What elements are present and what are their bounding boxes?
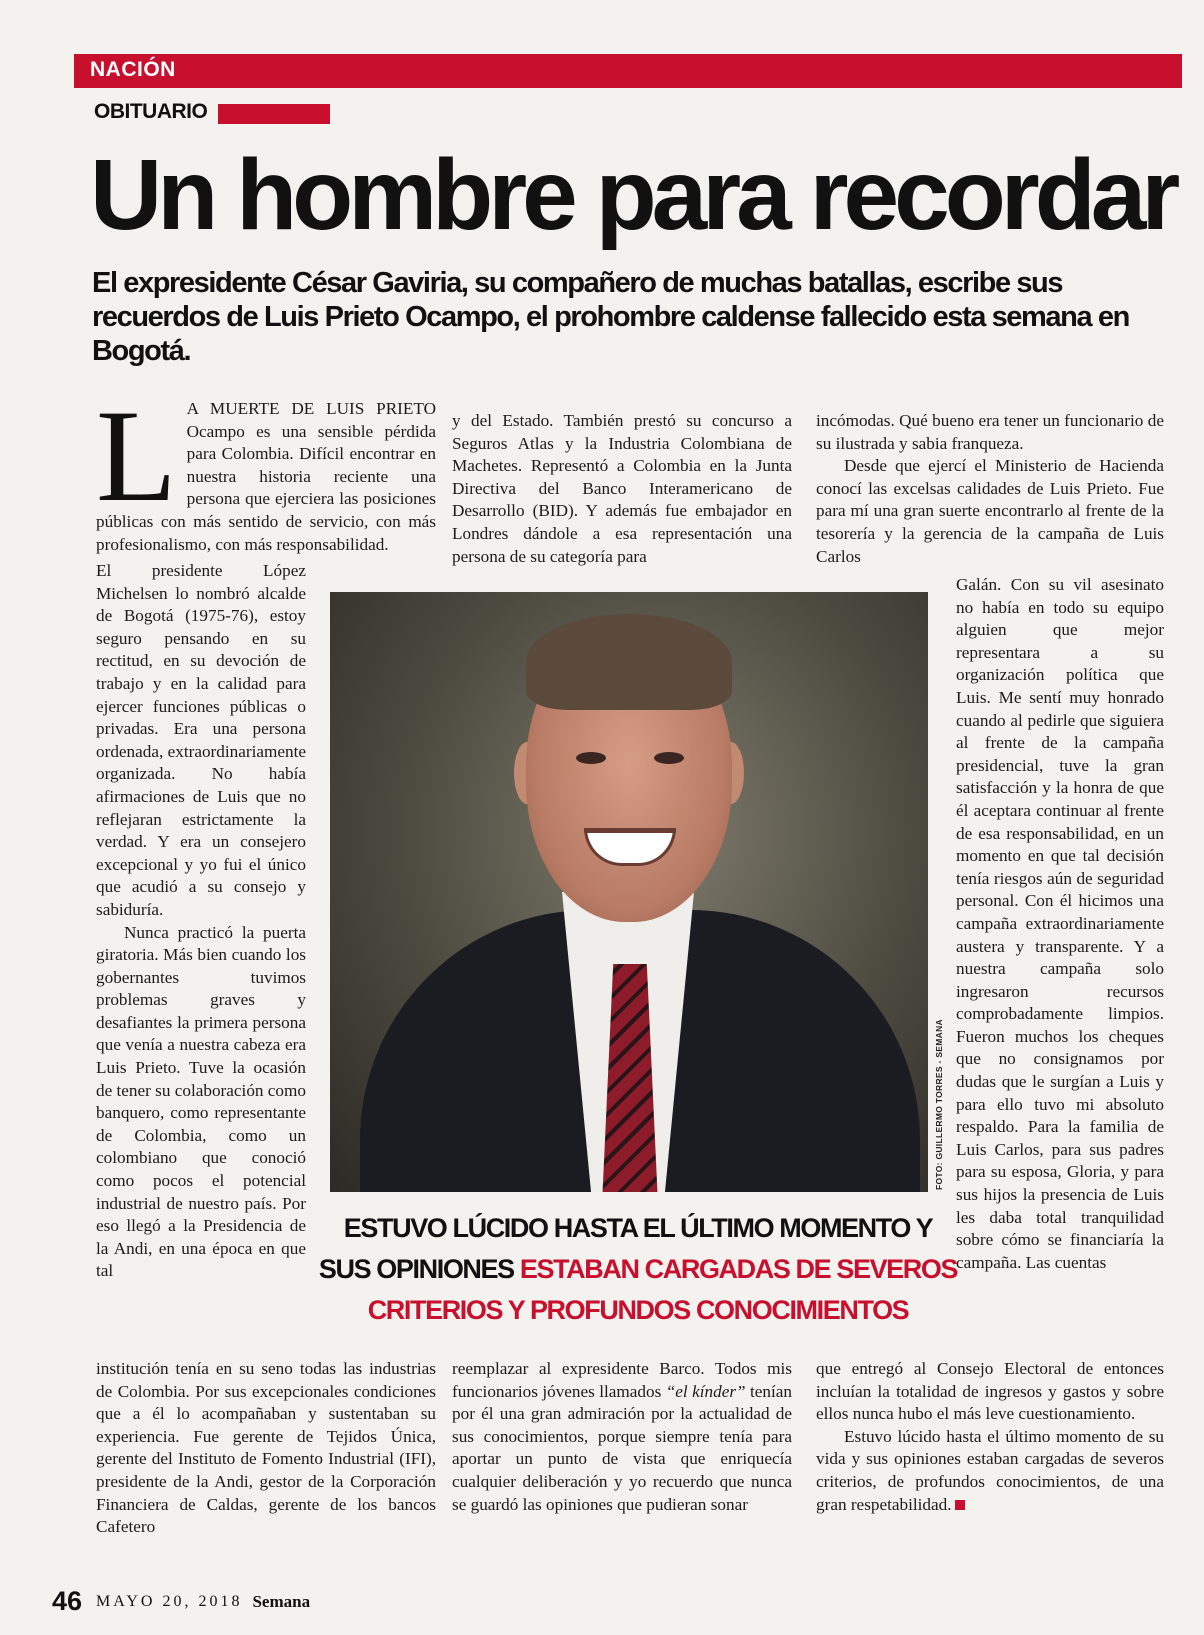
article-column-1-lower (96, 1358, 436, 1539)
text-run: reemplazar al expresidente Barco. Todos mis funcionarios jóvenes llamados (452, 1359, 792, 1401)
pull-quote-red: ESTABAN CARGADAS DE SEVEROS CRITERIOS Y PROFUNDOS CONOCIMIENTOS (367, 1254, 958, 1325)
page-footer (52, 1586, 310, 1617)
article-column-2-bottom (452, 1358, 792, 1516)
paragraph: incómodas. Qué bueno era tener un funcionario de su ilustrada y sabia franqueza. (816, 411, 1164, 453)
section-label: NACIÓN (90, 58, 176, 81)
closing-text: Estuvo lúcido hasta el último momento de su vida y sus opiniones estaban cargadas de severos criterios, de profundos conocimientos, de una gran respetabilidad. (816, 1426, 1164, 1514)
drop-cap: L (96, 382, 177, 529)
paragraph (816, 1426, 1164, 1516)
article-column-2-top (452, 410, 792, 568)
pull-quote (318, 1208, 958, 1331)
page-number: 46 (52, 1586, 83, 1616)
paragraph: Nunca practicó la puerta giratoria. Más bien cuando los gobernantes tuvimos problemas graves y desafiantes la primera persona que venía a nuestra cabeza era Luis Prieto. Tuve la ocasión de tener su colaboración como banquero, como representante de Colombia, como un colombiano que conoció como pocos el potencial industrial de nuestro país. Por eso llegó a la Presidencia de la Andi, en una época en que tal (96, 922, 306, 1281)
article-column-1-narrow (96, 560, 306, 1283)
magazine-name: Semana (252, 1591, 311, 1611)
paragraph: que entregó al Consejo Electoral de entonces incluían la totalidad de ingresos y gastos y sobre ellos nunca hubo el más leve cuestionamiento. (816, 1359, 1164, 1424)
emphasis-text: “el kínder” (665, 1381, 746, 1401)
kicker-accent-bar (218, 104, 330, 124)
paragraph: El presidente López Michelsen lo nombró alcalde de Bogotá (1975-76), estoy seguro pensando en su rectitud, en su devoción de trabajo y en la calidad para ejercer funciones públicas o privadas. Era una persona ordenada, extraordinariamente organizada. No había afirmaciones de Luis que no reflejaran estrictamente la verdad. Y era un consejero excepcional y yo fui el único que acudió a su consejo y sabiduría. (96, 561, 306, 919)
lead-paragraph: A MUERTE DE LUIS PRIETO Ocampo es una sensible pérdida para Colombia. Difícil encontrar en nuestra historia reciente una persona que ejerciera las posiciones públicas con más sentido de servicio, con más profesionalismo, con más responsabilidad. (96, 399, 436, 554)
eye-shape (654, 752, 684, 764)
eye-shape (576, 752, 606, 764)
headline: Un hombre para recordar (90, 139, 1176, 251)
article-column-3-top (816, 410, 1164, 568)
portrait-photo (330, 592, 928, 1192)
end-mark-icon (955, 1500, 965, 1510)
paragraph (452, 1358, 792, 1516)
paragraph: y del Estado. También prestó su concurso a Seguros Atlas y la Industria Colombiana de Machetes. Representó a Colombia en la Junta Directiva del Banco Interamericano de Desarrollo (BID). Y además fue embajador en Londres dándole a esa representación una persona de su categoría para (452, 411, 792, 566)
article-column-3-narrow (956, 574, 1164, 1274)
article-column-3-bottom (816, 1358, 1164, 1516)
paragraph: institución tenía en su seno todas las industrias de Colombia. Por sus excepcionales condiciones que a él lo acompañaban y sustentaban su experiencia. Fue gerente de Tejidos Única, gerente del Instituto de Fomento Industrial (IFI), presidente de la Andi, gestor de la Corporación Financiera de Caldas, gerente de los bancos Cafetero (96, 1359, 436, 1537)
article-column-1-lead (96, 382, 436, 556)
pull-quote-black: ESTUVO LÚCIDO HASTA EL ÚLTIMO MOMENTO Y SUS OPINIONES (318, 1213, 933, 1284)
paragraph: Desde que ejercí el Ministerio de Hacienda conocí las excelsas calidades de Luis Prieto. Fue para mí una gran suerte encontrarlo al frente de la tesorería y la gerencia de la campaña de Luis Carlos (816, 456, 1164, 566)
section-banner (74, 54, 1182, 88)
hair-shape (526, 614, 732, 710)
deck-subtitle: El expresidente César Gaviria, su compañero de muchas batallas, escribe sus recuerdos de Luis Prieto Ocampo, el prohombre caldense fallecido esta semana en Bogotá. (92, 267, 1129, 367)
kicker-label: OBITUARIO (94, 100, 208, 123)
text-run: tenían por él una gran admiración por la actualidad de sus conocimientos, porque siempre tenía para aportar un punto de vista que enriquecía cualquier deliberación y yo recuerdo que nunca se guardó las opiniones que pudieran sonar (452, 1381, 793, 1514)
paragraph: Galán. Con su vil asesinato no había en todo su equipo alguien que mejor representara a su organización política que Luis. Me sentí muy honrado cuando al pedirle que siguiera al frente de la campaña presidencial, tuve la gran satisfacción y la honra de que él aceptara continuar al frente de esa responsabilidad, en un momento en que tal decisión tenía riesgos aún de seguridad personal. Con él hicimos una campaña extraordinariamente austera y transparente. Y a nuestra campaña solo ingresaron recursos comprobadamente limpios. Fueron muchos los cheques que no consignamos por dudas que le surgían a Luis y para ello tuvo mi absoluto respaldo. Para la familia de Luis Carlos, para sus padres para su esposa, Gloria, y para sus hijos la presencia de Luis les daba total tranquilidad sobre cómo se financiaría la campaña. Las cuentas (956, 575, 1164, 1272)
photo-credit: FOTO: GUILLERMO TORRES - SEMANA (934, 1019, 944, 1190)
issue-date: MAYO 20, 2018 (96, 1592, 243, 1610)
